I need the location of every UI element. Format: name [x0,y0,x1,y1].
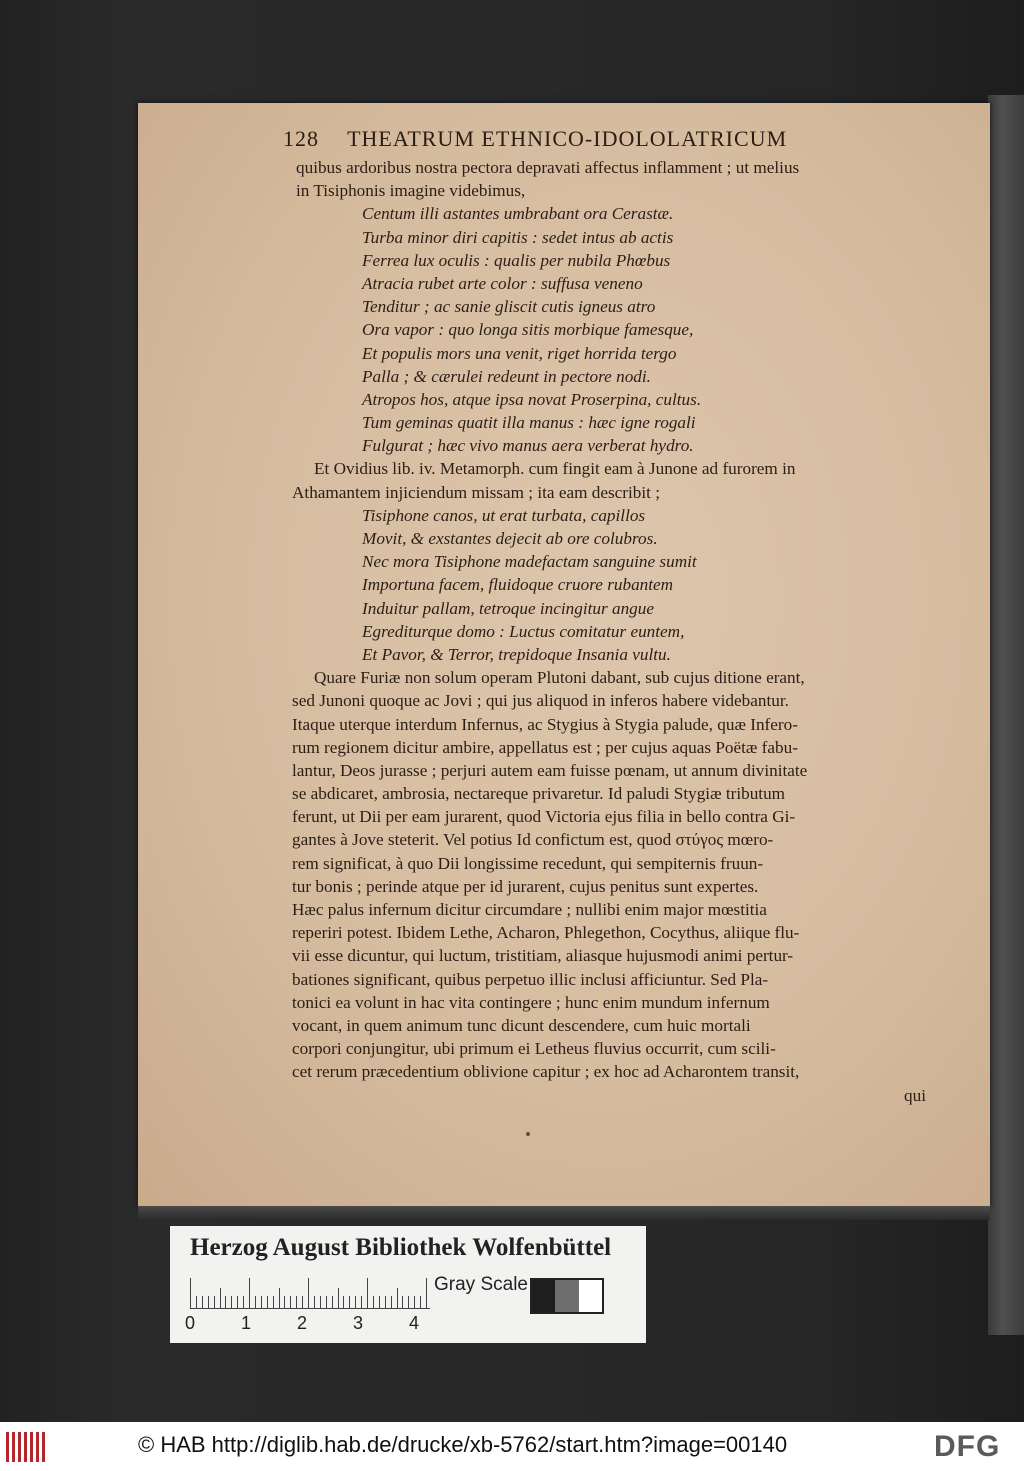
ruler-tick [367,1278,368,1308]
ruler-tick [190,1278,191,1308]
text-line: tur bonis ; perinde atque per id jurarent, cujus penitus sunt expertes. [292,876,759,896]
verse-line: Ferrea lux oculis : qualis per nubila Phœbus [362,250,671,270]
text-line: bationes significant, quibus perpetuo illic inclusi afficiuntur. Sed Pla- [292,969,769,989]
verse-line: Tisiphone canos, ut erat turbata, capillos [362,505,646,525]
copyright-url[interactable]: © HAB http://diglib.hab.de/drucke/xb-5762/start.htm?image=00140 [138,1432,788,1457]
ruler-tick [225,1296,226,1308]
ruler-number: 3 [353,1313,364,1333]
text-line: corpori conjungitur, ubi primum ei Letheus fluvius occurrit, cum scili- [292,1039,776,1059]
verse-line: Et populis mors una venit, riget horrida tergo [362,343,677,363]
library-name: Herzog August Bibliothek Wolfenbüttel [190,1234,612,1261]
ruler-tick [261,1296,262,1308]
ruler-tick [208,1296,209,1308]
ruler-tick [361,1296,362,1308]
text-line: se abdicaret, ambrosia, nectareque privaretur. Id paludi Stygiæ tributum [292,784,786,804]
verse-line: Induitur pallam, tetroque incingitur angue [362,598,655,618]
ruler-number: 2 [297,1313,308,1333]
gray-patch [579,1280,602,1312]
ruler-tick [326,1296,327,1308]
text-line: Et Ovidius lib. iv. Metamorph. cum fingit eam à Junone ad furorem in [314,459,796,479]
ruler-number: 0 [185,1313,196,1333]
text-line: lantur, Deos jurasse ; perjuri autem eam fuisse pœnam, ut annum divinitate [292,760,808,780]
verse-line: Egrediturque domo : Luctus comitatur euntem, [362,621,685,641]
ruler-tick [237,1296,238,1308]
verse-line: Atropos hos, atque ipsa novat Proserpina, cultus. [362,389,702,409]
verse-line: Atracia rubet arte color : suffusa veneno [362,273,643,293]
ruler-tick [420,1296,421,1308]
verse-line: Tum geminas quatit illa manus : hæc igne rogali [362,413,696,433]
verse-line: Et Pavor, & Terror, trepidoque Insania vultu. [362,644,671,664]
footer-bar [0,1422,1024,1471]
ruler-tick [308,1278,309,1308]
page-text [292,156,932,1107]
text-line: Quare Furiæ non solum operam Plutoni dabant, sub cujus ditione erant, [314,668,805,688]
ruler-tick [202,1296,203,1308]
verse-line: Turba minor diri capitis : sedet intus ab actis [362,227,674,247]
verse-line: Movit, & exstantes dejecit ab ore colubros. [362,529,658,548]
ruler-tick [220,1288,221,1308]
ruler-tick [402,1296,403,1308]
ruler-tick [320,1296,321,1308]
verse-line: Tenditur ; ac sanie gliscit cutis igneus atro [362,297,656,317]
color-card [170,1226,646,1343]
ruler-tick [379,1296,380,1308]
ruler-tick [284,1296,285,1308]
ruler-number: 1 [241,1313,252,1333]
text-line: vii esse dicuntur, qui luctum, tristitiam, aliasque hujusmodi animi pertur- [292,946,794,966]
gray-scale-label: Gray Scale [434,1274,528,1295]
verse-line: Ora vapor : quo longa sitis morbique famesque, [362,320,694,340]
dfg-logo: DFG [934,1430,1001,1463]
gray-scale-chart [530,1278,604,1314]
ruler-tick [397,1288,398,1308]
text-line: in Tisiphonis imagine videbimus, [296,181,526,201]
ruler-tick [332,1296,333,1308]
ruler-tick [196,1296,197,1308]
text-line: tonici ea volunt in hac vita contingere ; hunc enim mundum infernum [292,992,770,1012]
ruler-tick [249,1278,250,1308]
ruler-tick [296,1296,297,1308]
text-line: qui [904,1085,926,1105]
verse-line: Fulgurat ; hæc vivo manus aera verberat hydro. [362,436,694,456]
page-number: 128 [283,126,319,151]
ruler-tick [391,1296,392,1308]
scan-board-edge [988,95,1024,1335]
verse-line: Importuna facem, fluidoque cruore rubantem [362,575,674,595]
ruler-tick [314,1296,315,1308]
ruler-tick [385,1296,386,1308]
text-line: sed Junoni quoque ac Jovi ; qui jus aliquod in inferos habere videbantur. [292,691,789,711]
text-line: Hæc palus infernum dicitur circumdare ; nullibi enim major mœstitia [292,900,767,919]
ruler-tick [338,1288,339,1308]
verse-line: Palla ; & cærulei redeunt in pectore nodi. [362,366,651,386]
text-line: Itaque uterque interdum Infernus, ac Stygius à Stygia palude, quæ Infero- [292,714,798,734]
ruler-tick [373,1296,374,1308]
ruler-tick [355,1296,356,1308]
ruler-tick [290,1296,291,1308]
ruler-tick [267,1296,268,1308]
text-line: rum regionem dicitur ambire, appellatus est ; per cujus aquas Poëtæ fabu- [292,737,798,757]
text-line: cet rerum præcedentium oblivione capitur ; ex hoc ad Acharontem transit, [292,1062,800,1082]
page-header [283,126,843,156]
gray-patch [532,1280,555,1312]
hab-barcode-icon [6,1432,48,1462]
verse-line: Centum illi astantes umbrabant ora Cerastæ. [362,204,674,224]
text-line: Athamantem injiciendum missam ; ita eam describit ; [292,482,661,502]
text-line: rem significat, à quo Dii longissime recedunt, qui sempiternis fruun- [292,853,764,873]
ruler-tick [255,1296,256,1308]
running-head: THEATRUM ETHNICO-IDOLOLATRICUM [347,126,788,151]
ruler-tick [408,1296,409,1308]
gray-patch [555,1280,578,1312]
ruler-tick [214,1296,215,1308]
ruler-tick [302,1296,303,1308]
page-edge-shadow [138,1206,990,1220]
ruler-tick [231,1296,232,1308]
ruler-tick [414,1296,415,1308]
ruler-tick [243,1296,244,1308]
verse-line: Nec mora Tisiphone madefactam sanguine sumit [362,552,697,572]
ruler-tick [279,1288,280,1308]
ruler-tick [349,1296,350,1308]
text-line: quibus ardoribus nostra pectora depravati affectus inflamment ; ut melius [296,158,800,177]
text-line: vocant, in quem animum tunc dicunt descendere, cum huic mortali [292,1015,751,1035]
text-line: reperiri potest. Ibidem Lethe, Acharon, Phlegethon, Cocythus, aliique flu- [292,923,800,943]
ruler-number: 4 [409,1313,420,1333]
text-line: gantes à Jove steterit. Vel potius Id confictum est, quod στύγος mœro- [292,830,774,850]
ink-spot [526,1132,530,1136]
text-line: ferunt, ut Dii per eam jurarent, quod Victoria ejus filia in bello contra Gi- [292,807,796,827]
ruler-tick [343,1296,344,1308]
ruler-tick [426,1278,427,1308]
scale-ruler [190,1278,430,1309]
ruler-tick [273,1296,274,1308]
